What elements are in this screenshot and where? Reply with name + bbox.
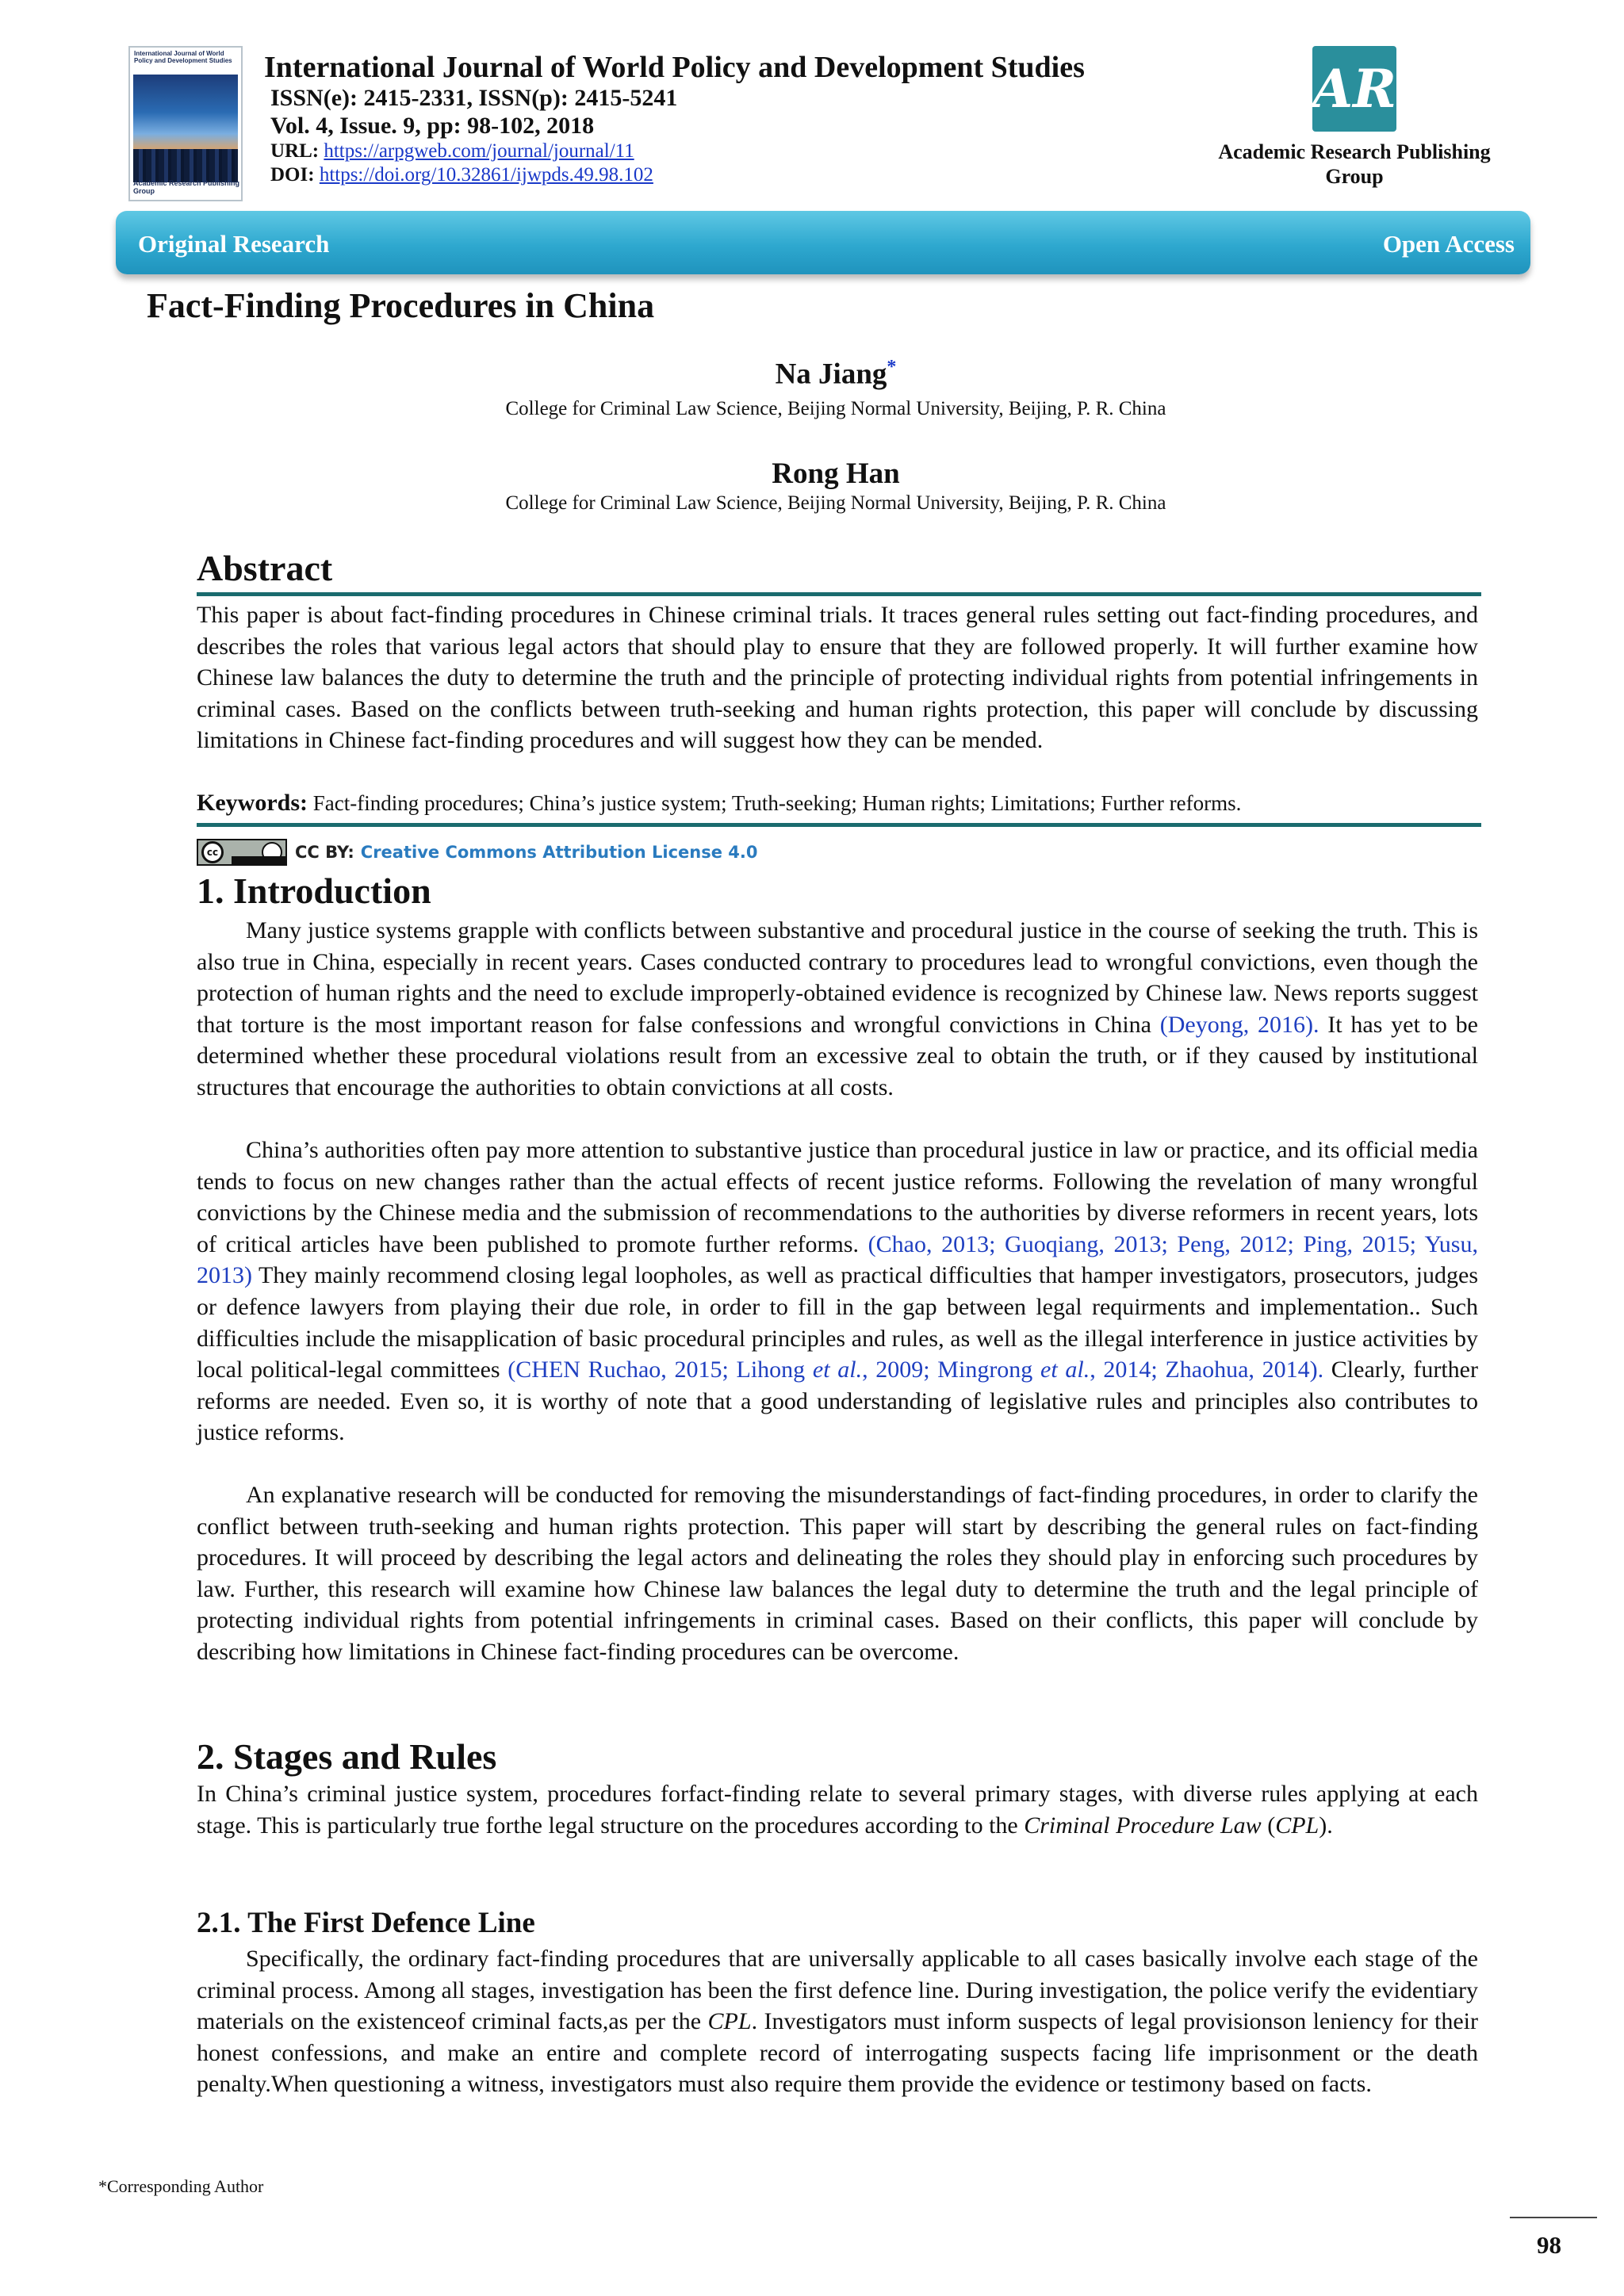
url-line (264, 140, 1085, 163)
author-2-affiliation: College for Criminal Law Science, Beijing Normal University, Beijing, P. R. China (505, 492, 1166, 514)
doi-link[interactable]: https://doi.org/10.32861/ijwpds.49.98.102 (319, 164, 653, 186)
page-number: 98 (1537, 2231, 1561, 2259)
corresponding-mark: * (887, 357, 897, 377)
author-1-affiliation: College for Criminal Law Science, Beijing Normal University, Beijing, P. R. China (505, 398, 1166, 419)
subsection-heading-first-defence-line: 2.1. The First Defence Line (197, 1907, 535, 1939)
abstract-bottom-rule (197, 823, 1481, 827)
page-number-rule (1510, 2217, 1597, 2218)
doi-line (264, 163, 1085, 187)
keywords-label: Keywords: (197, 790, 308, 816)
license-line (197, 839, 758, 866)
author-2-name: Rong Han (772, 457, 900, 490)
cover-title: International Journal of World Policy and Development Studies (134, 50, 232, 64)
intro-paragraph-1: Many justice systems grapple with conflicts between substantive and procedural justice in the course of seeking the truth. This is also true in China, especially in recent years. Cases conducted contrary to procedures lead to wrongful convictions, even though the protection of human rights and the need to exclude improperly-obtained evidence is recognized by Chinese law. News reports suggest that torture is the most important reason for false confessions and wrongful convictions in China (Deyong, 2016). It has yet to be determined whether these procedural violations result from an excessive zeal to obtain the truth, or if they caused by institutional structures that encourage the authorities to obtain convictions at all costs. (197, 917, 1479, 1100)
corresponding-author-footnote: *Corresponding Author (98, 2176, 264, 2196)
cover-publisher: Academic Research Publishing Group (133, 179, 240, 195)
abstract-text: This paper is about fact-finding procedures in Chinese criminal trials. It traces general rules setting out fact-finding procedures, and describes the roles that various legal actors that should play to ensure that they are followed properly. It will further examine how Chinese law balances the duty to determine the truth and the principle of protecting individual rights from potential infringements in criminal cases. Based on the conflicts between truth-seeking and human rights protection, this paper will conclude by discussing limitations in Chinese fact-finding procedures and will suggest how they can be mended. (197, 602, 1478, 754)
url-label: URL: (270, 140, 320, 162)
article-type-banner (116, 211, 1530, 274)
doi-label: DOI: (270, 164, 315, 186)
defence-paragraph-1: Specifically, the ordinary fact-finding procedures that are universally applicable to all cases basically involve each stage of the criminal process. Among all stages, investigation has been the first defence line. During investigation, the police verify the evidentiary materials on the existenceof criminal facts,as per the CPL. Investigators must inform suspects of legal provisionson leniency for their honest confessions, and make an entire and complete record of interrogating suspects facing life imprisonment or the death penalty.When questioning a witness, investigators must also require them provide the evidence or testimony based on facts. (197, 1946, 1478, 2098)
journal-info (264, 51, 1085, 187)
issn: ISSN(e): 2415-2331, ISSN(p): 2415-5241 (270, 85, 678, 111)
intro-paragraph-3: An explanative research will be conducted for removing the misunderstandings of fact-finding procedures, in order to clarify the conflict between truth-seeking and human rights protection. This paper will start by describing the general rules on fact-finding procedures. It will proceed by describing the legal actors and delineating the roles they should play in enforcing such procedures by law. Further, this research will examine how Chinese law balances the legal duty to determine the truth and the legal principle of protecting individual rights from potential infringements in criminal cases. Based on their conflicts, this paper will conclude by describing how limitations in Chinese fact-finding procedures can be overcome. (197, 1482, 1478, 1665)
abstract-heading: Abstract (197, 548, 333, 588)
journal-cover-image (128, 46, 243, 201)
license-label: CC BY: (295, 843, 354, 862)
keywords-line (197, 787, 1478, 820)
citation[interactable]: (CHEN Ruchao, 2015; Lihong et al., 2009; Mingrong et al., 2014; Zhaohua, 2014). (508, 1357, 1324, 1383)
article-type: Original Research (138, 230, 330, 258)
publisher-block (1205, 46, 1503, 189)
section-heading-stages: 2. Stages and Rules (197, 1736, 497, 1777)
publisher-logo: AR (1312, 46, 1396, 132)
journal-title: International Journal of World Policy and Development Studies (264, 51, 1085, 84)
volume-issue: Vol. 4, Issue. 9, pp: 98-102, 2018 (270, 113, 595, 139)
author-name (0, 457, 1624, 491)
intro-paragraph-2: China’s authorities often pay more attention to substantive justice than procedural justice in law or practice, and its official media tends to focus on new changes rather than the actual effects of recent justice reforms. Following the revelation of many wrongful convictions by the Chinese media and the submission of recommendations to the authorities by diverse reformers in recent years, lots of critical articles have been published to promote further reforms. (Chao, 2013; Guoqiang, 2013; Peng, 2012; Ping, 2015; Yusu, 2013) They mainly recommend closing legal loopholes, as well as practical difficulties that hamper investigators, prosecutors, judges or defence lawyers from playing their due role, in order to fill in the gap between legal requirments and implementation.. Such difficulties include the misapplication of basic procedural principles and rules, as well as the illegal interference in justice activities by local political-legal committees (CHEN Ruchao, 2015; Lihong et al., 2009; Mingrong et al., 2014; Zhaohua, 2014). Clearly, further reforms are needed. Even so, it is worthy of note that a good understanding of legislative rules and principles also contributes to justice reforms. (197, 1137, 1478, 1446)
open-access-label: Open Access (1382, 230, 1515, 258)
citation[interactable]: (Chao, 2013; Guoqiang, 2013; Peng, 2012; Ping, 2015; Yusu, 2013) (197, 1230, 1478, 1289)
cc-by-badge-icon: cc (197, 839, 287, 866)
stages-paragraph-1: In China’s criminal justice system, procedures forfact-finding relate to several primary stages, with diverse rules applying at each stage. This is particularly true forthe legal structure on the procedures according to the Criminal Procedure Law (CPL). (197, 1781, 1478, 1839)
paper-title: Fact-Finding Procedures in China (147, 286, 655, 325)
author-1-name: Na Jiang (775, 358, 887, 391)
abstract-top-rule (197, 592, 1481, 596)
section-heading-introduction: 1. Introduction (197, 871, 431, 911)
publisher-name: Academic Research Publishing Group (1218, 140, 1491, 188)
author-name (0, 357, 1624, 391)
license-link[interactable]: Creative Commons Attribution License 4.0 (360, 843, 758, 862)
journal-url-link[interactable]: https://arpgweb.com/journal/journal/11 (324, 140, 634, 162)
citation[interactable]: (Deyong, 2016). (1159, 1011, 1320, 1038)
keywords-text: Fact-finding procedures; China’s justice system; Truth-seeking; Human rights; Limitations; Further reforms. (312, 791, 1242, 815)
